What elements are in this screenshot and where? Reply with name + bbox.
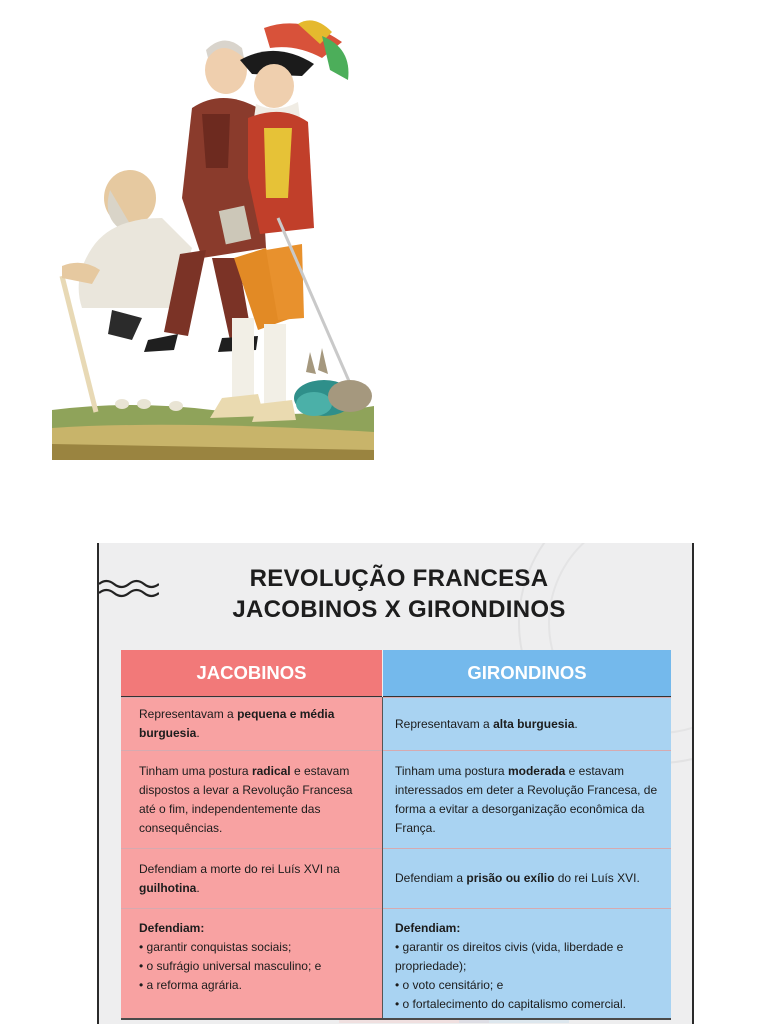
girondinos-cell: Defendiam a prisão ou exílio do rei Luís XVI. xyxy=(383,848,671,908)
table-bottom-border xyxy=(121,1018,671,1020)
jacobinos-cell: Defendiam a morte do rei Luís XVI na guilhotina. xyxy=(121,848,382,908)
jacobinos-defendiam-heading: Defendiam: xyxy=(139,921,205,935)
caricature-illustration xyxy=(52,18,374,460)
table-row xyxy=(121,697,671,750)
table-row xyxy=(121,750,671,848)
girondinos-cell xyxy=(383,908,671,1018)
comparison-table xyxy=(121,650,671,1024)
table-row xyxy=(121,848,671,908)
title-line-1: REVOLUÇÃO FRANCESA xyxy=(249,565,549,592)
comparison-poster xyxy=(97,543,694,1024)
poster-title xyxy=(199,563,599,625)
jacobinos-cell: Representavam a pequena e média burguesia. xyxy=(121,697,382,750)
wave-icon xyxy=(99,577,159,601)
header-jacobinos: JACOBINOS xyxy=(121,650,382,698)
table-row xyxy=(121,908,671,1018)
girondinos-defendiam-heading: Defendiam: xyxy=(395,921,461,935)
girondinos-cell: Tinham uma postura moderada e estavam interessados em deter a Revolução Francesa, de forma a evitar a desorganização econômica da França. xyxy=(383,750,671,848)
list-item: • o fortalecimento do capitalismo comercial. xyxy=(395,995,661,1014)
jacobinos-cell: Tinham uma postura radical e estavam dispostos a levar a Revolução Francesa até o fim, independentemente das consequências. xyxy=(121,750,382,848)
list-item: • o sufrágio universal masculino; e xyxy=(139,957,321,976)
jacobinos-cell xyxy=(121,908,382,1018)
girondinos-list xyxy=(395,938,661,1014)
list-item: • o voto censitário; e xyxy=(395,976,661,995)
title-line-2: JACOBINOS X GIRONDINOS xyxy=(232,596,566,623)
jacobinos-list xyxy=(139,938,321,995)
list-item: • garantir os direitos civis (vida, liberdade e propriedade); xyxy=(395,938,661,976)
list-item: • garantir conquistas sociais; xyxy=(139,938,321,957)
girondinos-cell: Representavam a alta burguesia. xyxy=(383,697,671,750)
list-item: • a reforma agrária. xyxy=(139,976,321,995)
header-girondinos: GIRONDINOS xyxy=(383,650,671,698)
